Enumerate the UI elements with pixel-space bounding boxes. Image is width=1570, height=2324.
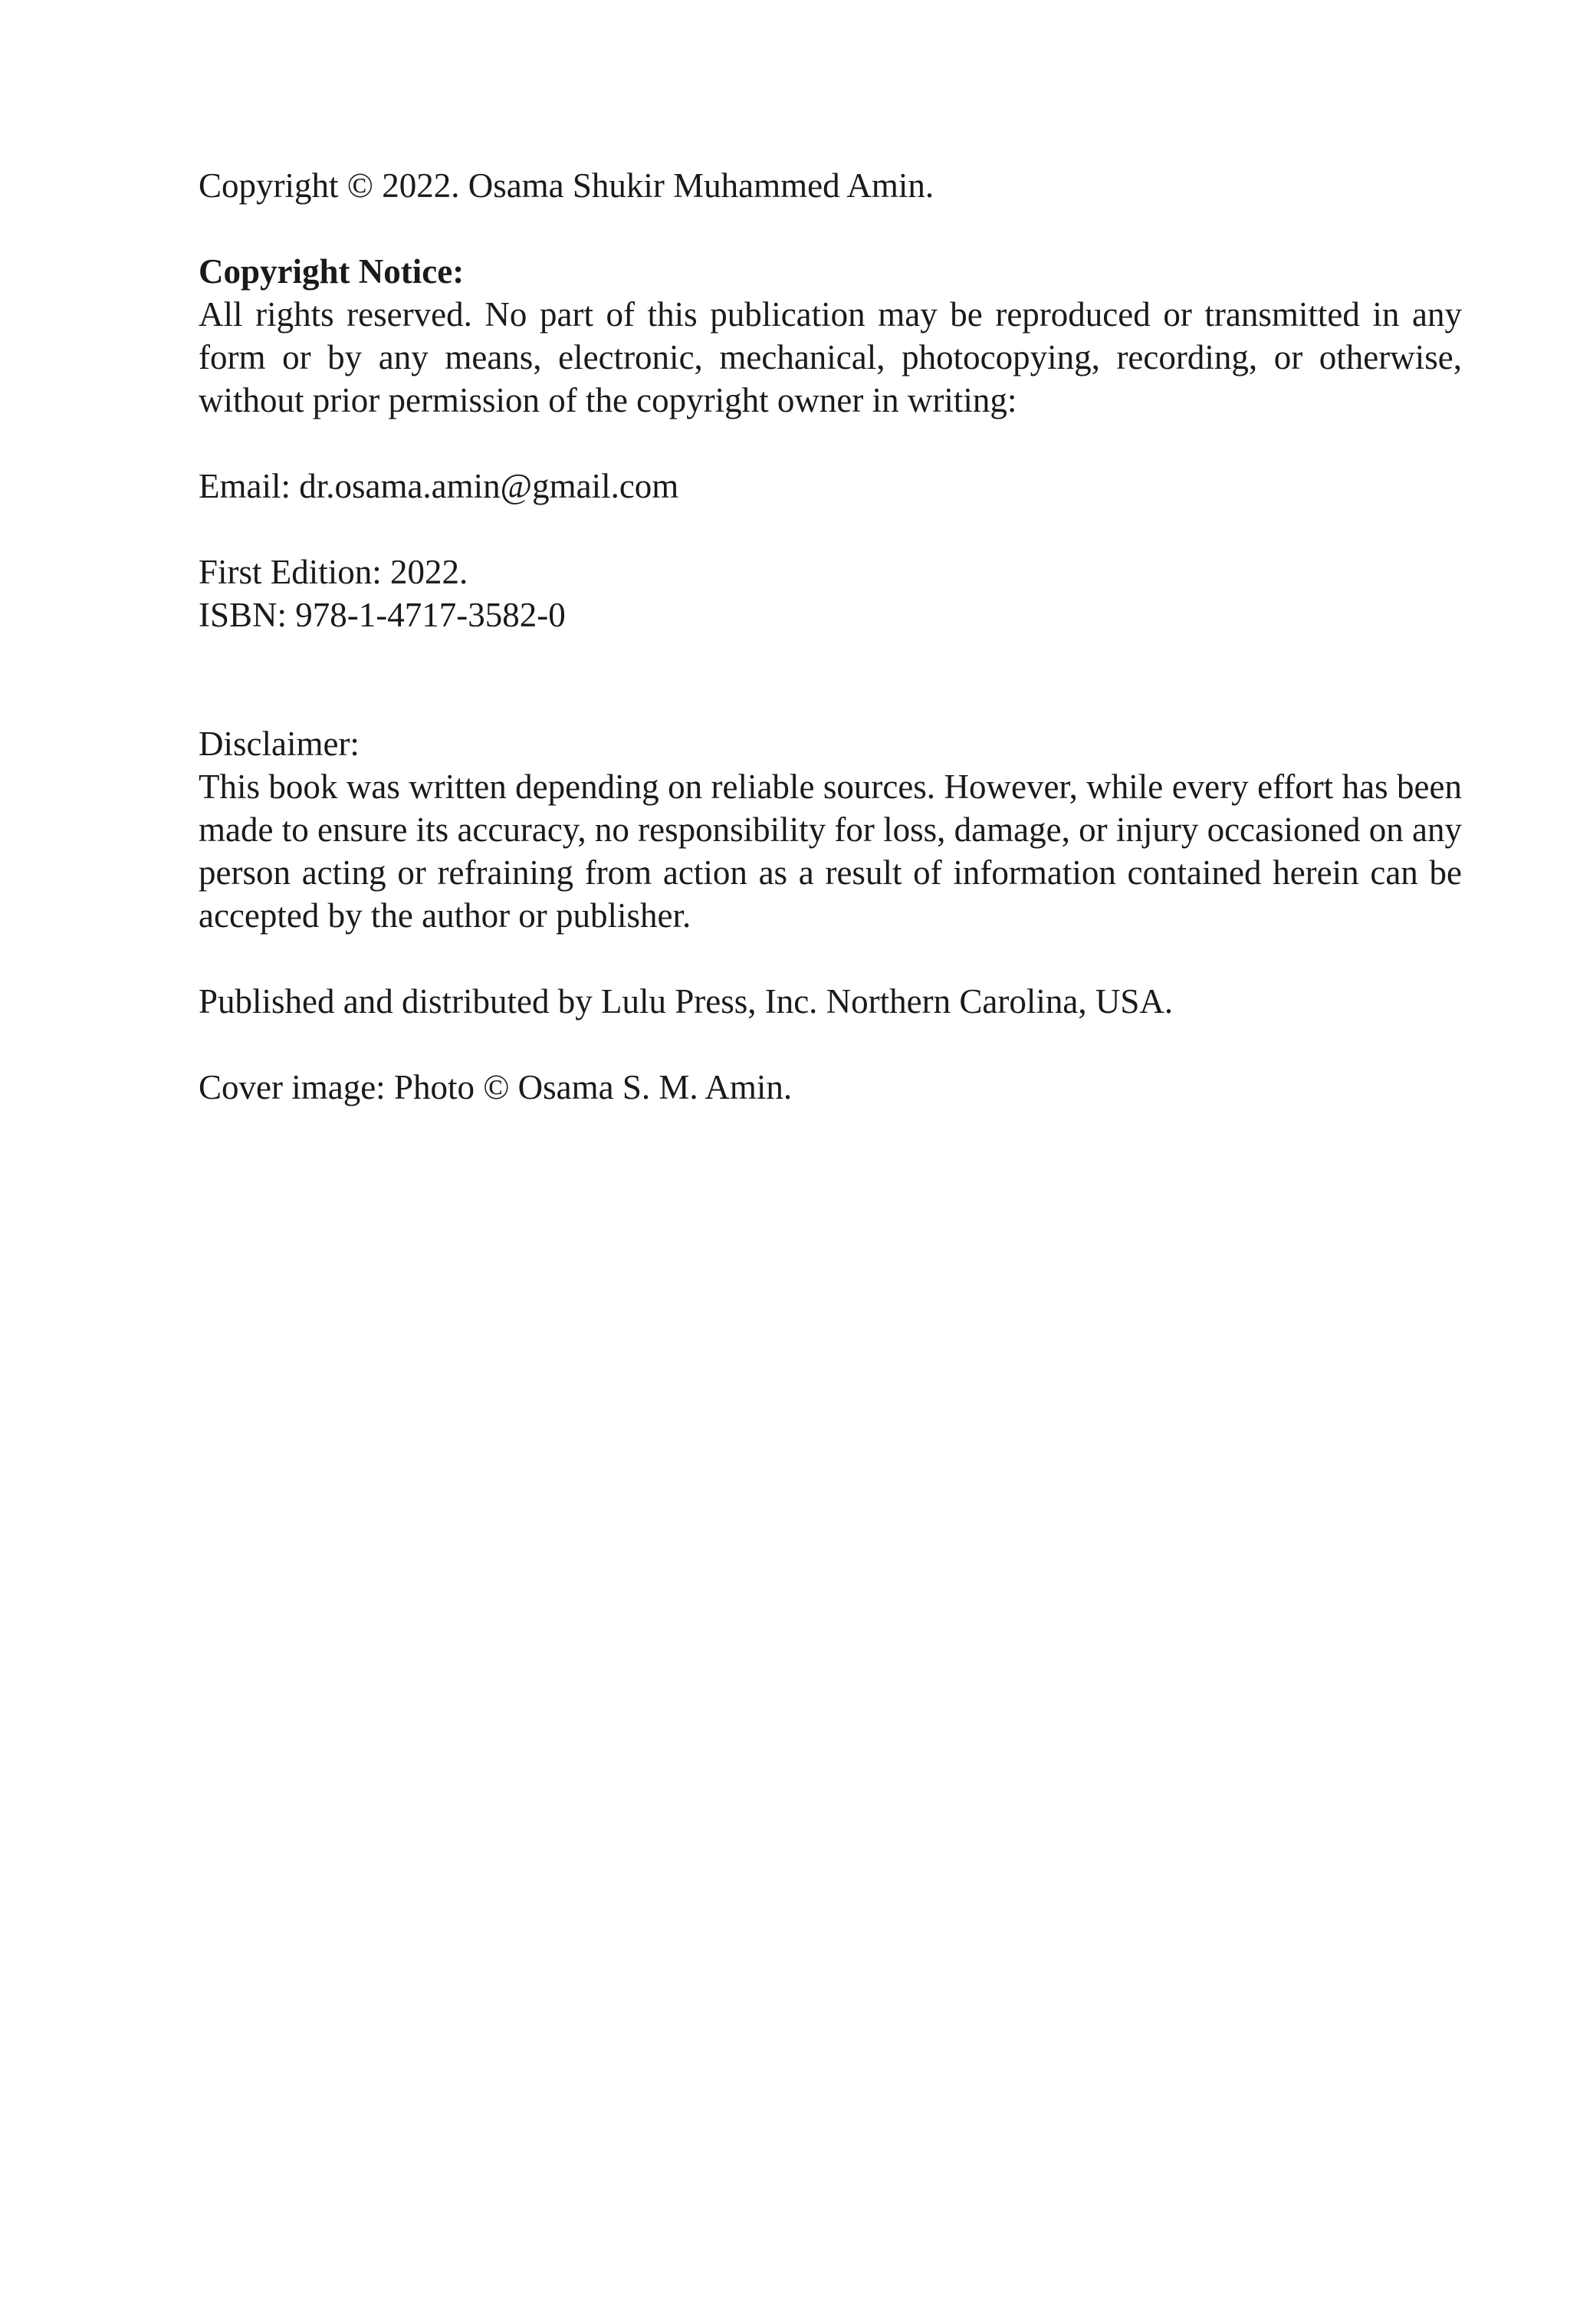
disclaimer-body: This book was written depending on reliable sources. However, while every effort has been made to ensure its accuracy, no responsibility for loss, damage, or injury occasioned on any person acting or refraining from action as a result of information contained herein can be accepted by the author or publisher.	[199, 768, 1462, 935]
cover-credit: Cover image: Photo © Osama S. M. Amin.	[199, 1068, 793, 1106]
isbn: ISBN: 978-1-4717-3582-0	[199, 596, 566, 634]
edition-info: First Edition: 2022.	[199, 553, 468, 591]
publisher-info: Published and distributed by Lulu Press, Inc. Northern Carolina, USA.	[199, 982, 1174, 1021]
copyright-notice-body: All rights reserved. No part of this publication may be reproduced or transmitted in any form or by any means, electronic, mechanical, photocopying, recording, or otherwise, without prior permission of the copyright owner in writing:	[199, 295, 1462, 419]
copyright-line: Copyright © 2022. Osama Shukir Muhammed Amin.	[199, 166, 934, 205]
contact-email: Email: dr.osama.amin@gmail.com	[199, 467, 679, 505]
copyright-notice-heading: Copyright Notice:	[199, 252, 465, 291]
page-content	[199, 164, 1462, 1109]
disclaimer-heading: Disclaimer:	[199, 725, 360, 763]
